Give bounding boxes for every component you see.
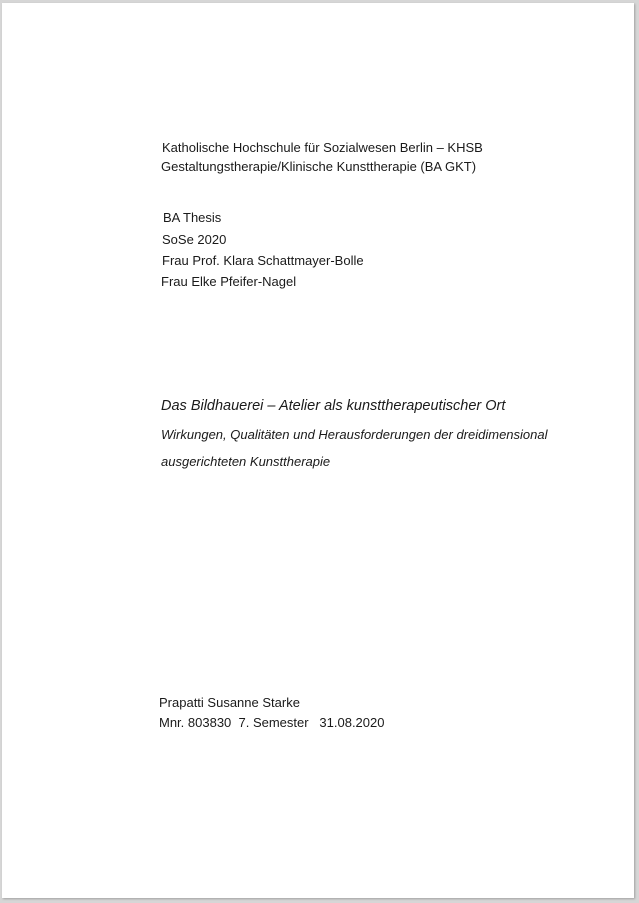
- author-details: Mnr. 803830 7. Semester 31.08.2020: [159, 715, 385, 730]
- semester: SoSe 2020: [162, 232, 227, 247]
- program-name: Gestaltungstherapie/Klinische Kunsttherapie (BA GKT): [161, 159, 477, 174]
- thesis-subtitle-line-2: ausgerichteten Kunsttherapie: [161, 454, 331, 469]
- institution-name: Katholische Hochschule für Sozialwesen Berlin – KHSB: [162, 140, 483, 155]
- thesis-type: BA Thesis: [163, 210, 222, 225]
- document-page: [2, 3, 634, 898]
- author-name: Prapatti Susanne Starke: [159, 695, 300, 710]
- thesis-title: Das Bildhauerei – Atelier als kunsttherapeutischer Ort: [161, 398, 506, 414]
- thesis-subtitle-line-1: Wirkungen, Qualitäten und Herausforderungen der dreidimensional: [161, 427, 548, 442]
- supervisor-1: Frau Prof. Klara Schattmayer-Bolle: [162, 253, 364, 268]
- supervisor-2: Frau Elke Pfeifer-Nagel: [161, 274, 297, 289]
